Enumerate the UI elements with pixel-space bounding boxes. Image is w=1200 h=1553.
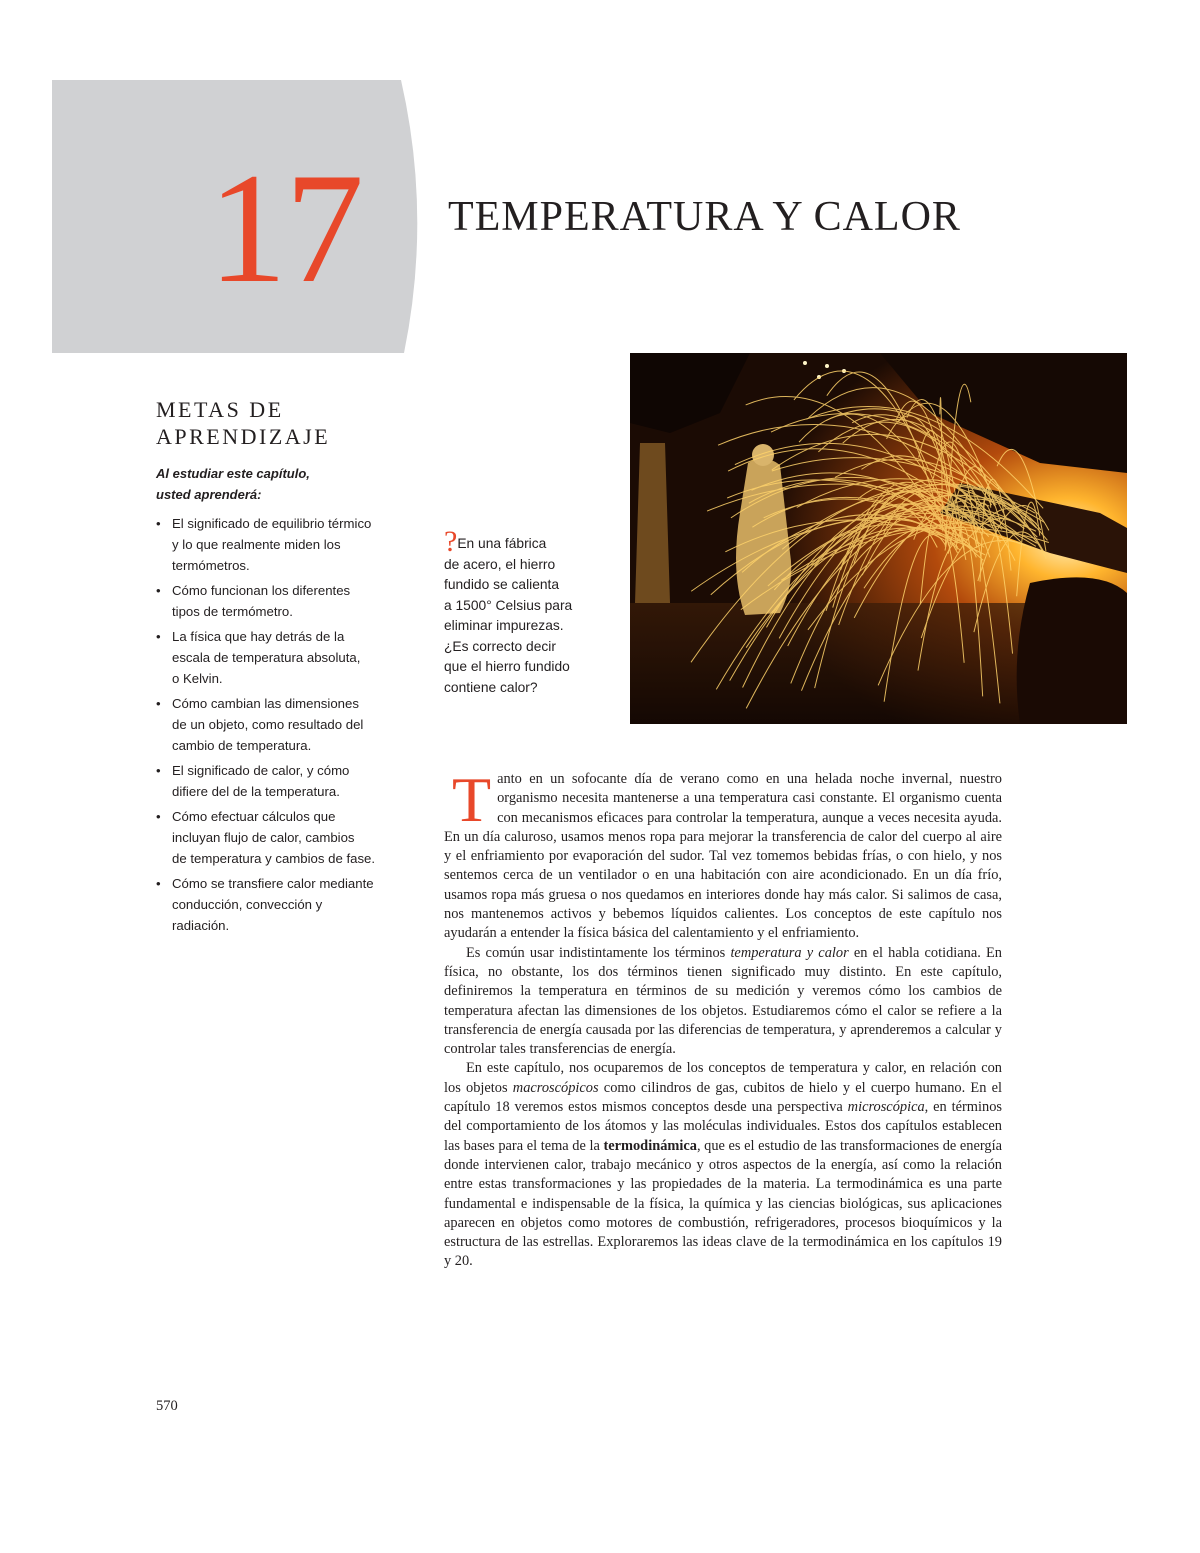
learning-goals-intro-line2: usted aprenderá: [156, 487, 262, 502]
learning-goal-line: tipos de termómetro. [172, 604, 293, 619]
body-paragraph-1 [444, 764, 1002, 944]
learning-goal-line: cambio de temperatura. [172, 738, 312, 753]
key-term: termodinámica [603, 1137, 697, 1154]
question-line: contiene calor? [444, 679, 538, 695]
page-number: 570 [156, 1398, 178, 1414]
learning-goal-item [156, 873, 396, 936]
learning-goal-item [156, 693, 396, 756]
bullet-icon: • [156, 763, 161, 778]
question-line: de acero, el hierro [444, 556, 556, 572]
bullet-icon: • [156, 583, 161, 598]
drop-cap: T [452, 764, 492, 835]
learning-goals-intro [156, 463, 396, 505]
body-paragraph-2 [444, 944, 1002, 1060]
learning-goal-line: Cómo cambian las dimensiones [172, 696, 359, 711]
body-text-run: En este capítulo, nos ocuparemos de los conceptos de temperatura y calor, en relación con los objetos [444, 1060, 1002, 1096]
learning-goal-line: Cómo funcionan los diferentes [172, 583, 351, 598]
body-text-run: Es común usar indistintamente los términos [466, 944, 731, 961]
learning-goal-line: El significado de equilibrio térmico [172, 516, 372, 531]
learning-goal-item [156, 513, 396, 576]
learning-goal-line: Cómo se transfiere calor mediante [172, 876, 374, 891]
bullet-icon: • [156, 876, 161, 891]
learning-goal-item [156, 580, 396, 622]
emphasis-term: macroscópicos [512, 1079, 599, 1096]
question-line [444, 525, 619, 558]
learning-goal-line: y lo que realmente miden los [172, 537, 341, 552]
bullet-icon: • [156, 696, 161, 711]
learning-goal-line: La física que hay detrás de la [172, 629, 345, 644]
learning-goals-heading [156, 396, 396, 450]
question-line: que el hierro fundido [444, 659, 570, 674]
learning-goal-line: Cómo efectuar cálculos que [172, 809, 336, 824]
learning-goal-line: conducción, convección y [172, 897, 323, 912]
question-line: eliminar impurezas. [444, 618, 564, 633]
emphasis-term: temperatura y calor [730, 944, 849, 961]
learning-goal-item [156, 760, 396, 802]
learning-goals-heading-line1: METAS DE [156, 397, 284, 422]
learning-goals-list [156, 513, 396, 940]
learning-goals-heading-line2: APRENDIZAJE [156, 424, 331, 449]
emphasis-term: microscópica [847, 1099, 925, 1116]
question-mark-icon: ? [444, 525, 458, 558]
learning-goal-line: El significado de calor, y cómo [172, 763, 350, 778]
bullet-icon: • [156, 809, 161, 824]
bullet-icon: • [156, 629, 161, 644]
chapter-number: 17 [208, 141, 362, 316]
body-text-run: , en términos del comportamiento de los átomos y las moléculas individuales. Estos dos capítulos establecen las bases para el tema de la [444, 1099, 1002, 1154]
learning-goals-intro-line1: Al estudiar este capítulo, [156, 466, 310, 481]
question-line: fundido se calienta [444, 577, 560, 592]
learning-goal-line: de un objeto, como resultado del [172, 717, 364, 732]
learning-goal-line: incluyan flujo de calor, cambios [172, 830, 355, 845]
question-line-text: En una fábrica [457, 536, 547, 551]
learning-goal-line: de temperatura y cambios de fase. [172, 851, 376, 866]
body-text-run: , que es el estudio de las transformaciones de energía donde intervienen calor, trabajo mecánico y otros aspectos de la energía, así como la relación entre estas transformaciones y las propiedades de la materia. La termodinámica es una parte fundamental e indispensable de la física, la química y las ciencias biológicas, sus aplicaciones aparecen en objetos como motores de combustión, refrigeradores, procesos bioquímicos y la estructura de las estrellas. Exploraremos las ideas clave de la termodinámica en los capítulos 19 y 20. [444, 1137, 1003, 1270]
chapter-body-text [444, 764, 1003, 1272]
learning-goal-line: o Kelvin. [172, 671, 223, 686]
body-paragraph-1-text: anto en un sofocante día de verano como en una helada noche invernal, nuestro organismo necesita mantenerse a una temperatura casi constante. El organismo cuenta con mecanismos eficaces para controlar la temperatura, aunque a veces necesita ayuda. En un día caluroso, usamos menos ropa para mejorar la transferencia de calor del cuerpo al aire y el enfriamiento por evaporación del sudor. Tal vez tomemos bebidas frías, o con hielo, y nos sentemos cerca de un ventilador o en una habitación con aire acondicionado. En un día frío, usamos ropa más gruesa o nos quedamos en interiores donde hay más calor. Si salimos de casa, nos mantenemos activos y bebemos líquidos calientes. Los conceptos de este capítulo nos ayudarán a entender la física básica del calentamiento y el enfriamiento. [444, 771, 1002, 942]
body-text-run: en el habla cotidiana. En física, no obstante, los dos términos tienen significado muy distinto. En este capítulo, definiremos la temperatura en términos de su medición y veremos cómo los cambios de temperatura afectan las dimensiones de los objetos. Estudiaremos cómo el calor se refiere a la transferencia de energía causada por las diferencias de temperatura, y aprenderemos a calcular y controlar tales transferencias de energía. [444, 944, 1002, 1058]
question-line: ¿Es correcto decir [444, 638, 556, 654]
learning-goal-line: termómetros. [172, 558, 250, 573]
learning-goal-line: escala de temperatura absoluta, [172, 650, 361, 665]
learning-goal-line: difiere del de la temperatura. [172, 784, 340, 799]
chapter-title: TEMPERATURA Y CALOR [448, 194, 961, 240]
steel-foundry-photo [630, 353, 1127, 724]
learning-goal-line: radiación. [172, 918, 230, 933]
body-text-run: como cilindros de gas, cubitos de hielo y el cuerpo humano. En el capítulo 18 veremos estos mismos conceptos desde una perspectiva [444, 1079, 1002, 1116]
body-paragraph-3 [444, 1059, 1002, 1271]
chapter-question [444, 525, 619, 698]
bullet-icon: • [156, 516, 161, 531]
learning-goal-item [156, 626, 396, 689]
learning-goal-item [156, 806, 396, 869]
question-line: a 1500° Celsius para [444, 597, 573, 613]
